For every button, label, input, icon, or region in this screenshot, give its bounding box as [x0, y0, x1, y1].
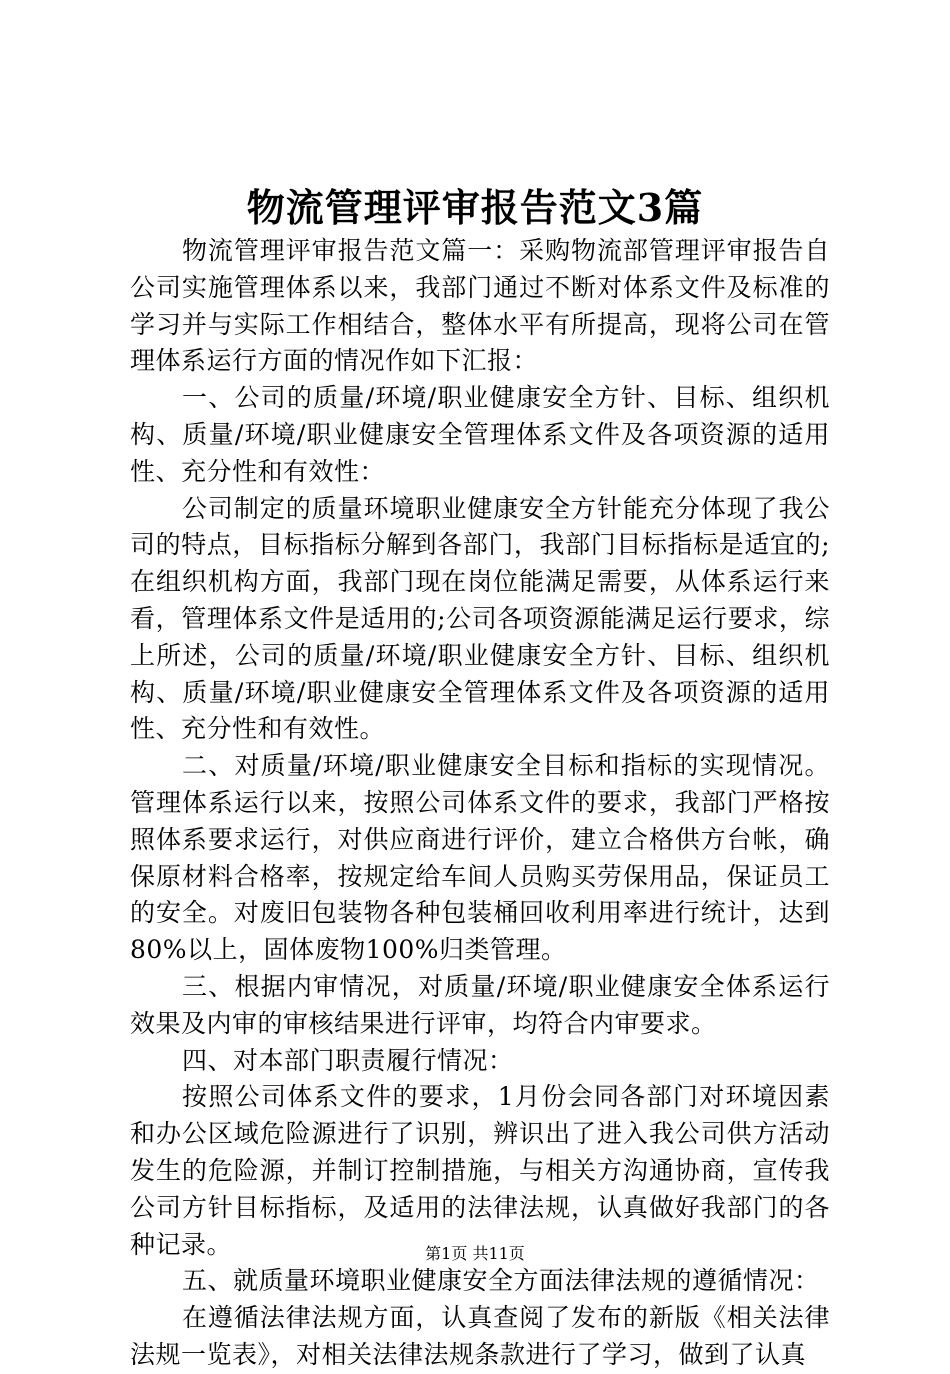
paragraph: 三、根据内审情况，对质量/环境/职业健康安全体系运行效果及内审的审核结果进行评审，均符合内审要求。	[130, 971, 830, 1038]
document-body	[130, 233, 830, 1374]
paragraph: 一、公司的质量/环境/职业健康安全方针、目标、组织机构、质量/环境/职业健康安全管理体系文件及各项资源的适用性、充分性和有效性：	[130, 383, 830, 486]
paragraph: 公司制定的质量环境职业健康安全方针能充分体现了我公司的特点，目标指标分解到各部门，我部门目标指标是适宜的;在组织机构方面，我部门现在岗位能满足需要，从体系运行来看，管理体系文件是适用的;公司各项资源能满足运行要求，综上所述，公司的质量/环境/职业健康安全方针、目标、组织机构、质量/环境/职业健康安全管理体系文件及各项资源的适用性、充分性和有效性。	[130, 493, 830, 744]
paragraph: 物流管理评审报告范文篇一：采购物流部管理评审报告自公司实施管理体系以来，我部门通过不断对体系文件及标准的学习并与实际工作相结合，整体水平有所提高，现将公司在管理体系运行方面的情况作如下汇报：	[130, 236, 830, 376]
paragraph: 五、就质量环境职业健康安全方面法律法规的遵循情况：	[182, 1266, 820, 1296]
document-title: 物流管理评审报告范文3篇	[246, 185, 704, 230]
paragraph: 按照公司体系文件的要求，1月份会同各部门对环境因素和办公区域危险源进行了识别，辨识出了进入我公司供方活动发生的危险源，并制订控制措施，与相关方沟通协商，宣传我公司方针目标指标，及适用的法律法规，认真做好我部门的各种记录。	[130, 1082, 830, 1259]
paragraph: 四、对本部门职责履行情况：	[182, 1045, 514, 1075]
paragraph: 在遵循法律法规方面，认真查阅了发布的新版《相关法律法规一览表》，对相关法律法规条款进行了学习，做到了认真	[130, 1303, 830, 1369]
page-footer: 第1页 共11页	[425, 1244, 525, 1263]
paragraph: 二、对质量/环境/职业健康安全目标和指标的实现情况。管理体系运行以来，按照公司体系文件的要求，我部门严格按照体系要求运行，对供应商进行评价，建立合格供方台帐，确保原材料合格率，按规定给车间人员购买劳保用品，保证员工的安全。对废旧包装物各种包装桶回收利用率进行统计，达到80%以上，固体废物100%归类管理。	[130, 751, 830, 965]
